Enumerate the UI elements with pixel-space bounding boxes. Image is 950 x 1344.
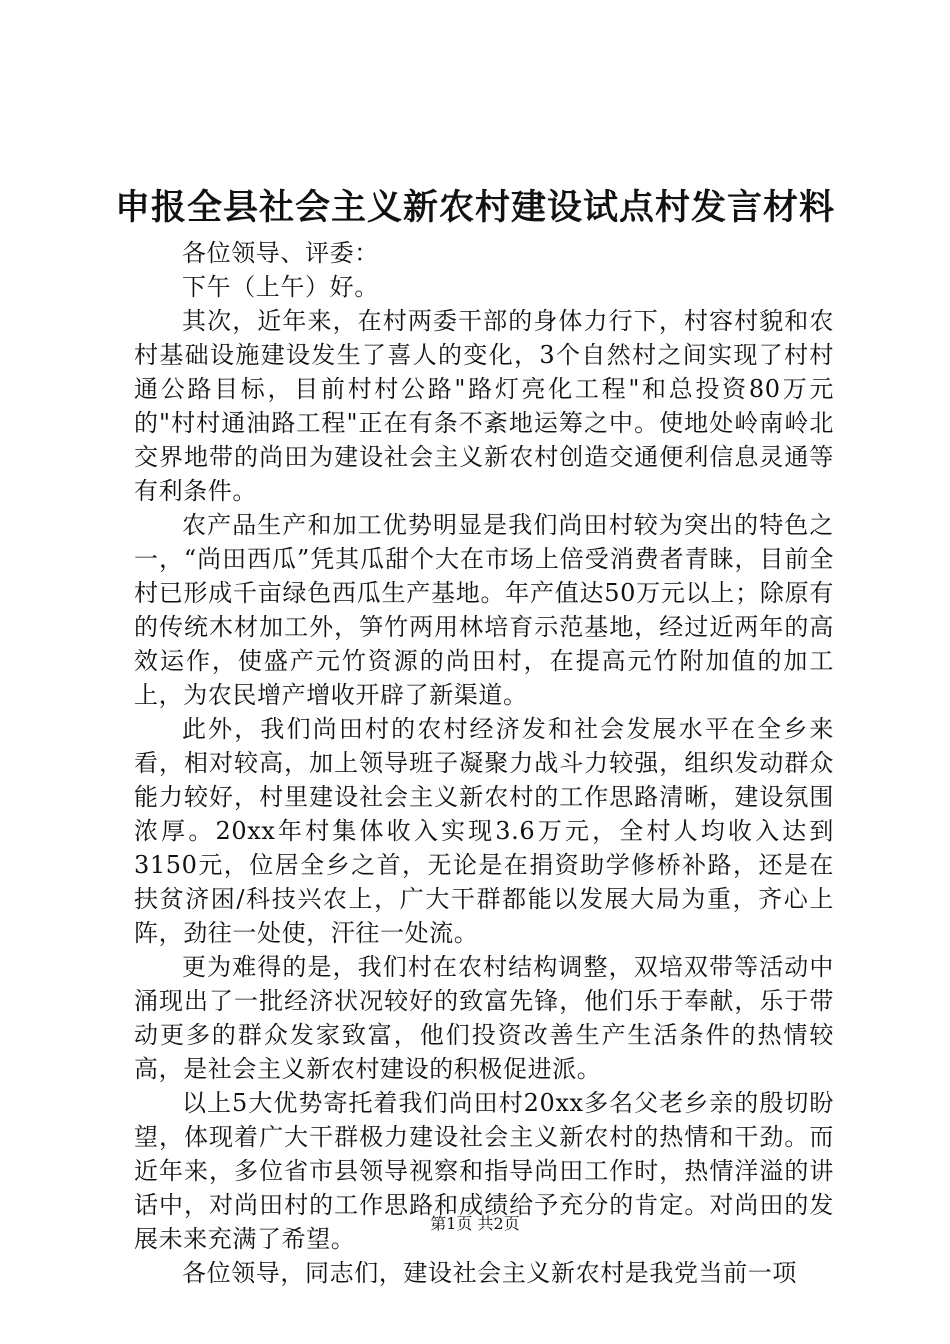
- greeting: 下午（上午）好。: [182, 273, 379, 301]
- paragraph: 其次，近年来，在村两委干部的身体力行下，村容村貌和农村基础设施建设发生了喜人的变化，3个自然村之间实现了村村通公路目标，目前村村公路"路灯亮化工程"和总投资80万元的"村村通油路工程"正在有条不紊地运筹之中。使地处岭南岭北交界地带的尚田为建设社会主义新农村创造交通便利信息灵通等有利条件。: [134, 307, 834, 505]
- salutation: 各位领导、评委：: [182, 239, 379, 267]
- page-number-footer: 第1页 共2页: [430, 1214, 520, 1233]
- paragraph: 更为难得的是，我们村在农村结构调整，双培双带等活动中涌现出了一批经济状况较好的致富先锋，他们乐于奉献，乐于带动更多的群众发家致富，他们投资改善生产生活条件的热情较高，是社会主义新农村建设的积极促进派。: [134, 953, 834, 1083]
- paragraph: 此外，我们尚田村的农村经济发和社会发展水平在全乡来看，相对较高，加上领导班子凝聚力战斗力较强，组织发动群众能力较好，村里建设社会主义新农村的工作思路清晰，建设氛围浓厚。20xx年村集体收入实现3.6万元，全村人均收入达到3150元，位居全乡之首，无论是在捐资助学修桥补路，还是在扶贫济困/科技兴农上，广大干群都能以发展大局为重，齐心上阵，劲往一处使，汗往一处流。: [134, 715, 834, 947]
- document-body: [134, 236, 834, 1290]
- document-title: 申报全县社会主义新农村建设试点村发言材料: [114, 187, 835, 228]
- paragraph: 以上5大优势寄托着我们尚田村20xx多名父老乡亲的殷切盼望，体现着广大干群极力建设社会主义新农村的热情和干劲。而近年来，多位省市县领导视察和指导尚田工作时，热情洋溢的讲话中，对尚田村的工作思路和成绩给予充分的肯定。对尚田的发展未来充满了希望。: [134, 1089, 834, 1253]
- paragraph: 各位领导，同志们，建设社会主义新农村是我党当前一项: [182, 1259, 797, 1287]
- paragraph: 农产品生产和加工优势明显是我们尚田村较为突出的特色之一，“尚田西瓜”凭其瓜甜个大在市场上倍受消费者青睐，目前全村已形成千亩绿色西瓜生产基地。年产值达50万元以上；除原有的传统木材加工外，笋竹两用林培育示范基地，经过近两年的高效运作，使盛产元竹资源的尚田村，在提高元竹附加值的加工上，为农民增产增收开辟了新渠道。: [134, 511, 834, 709]
